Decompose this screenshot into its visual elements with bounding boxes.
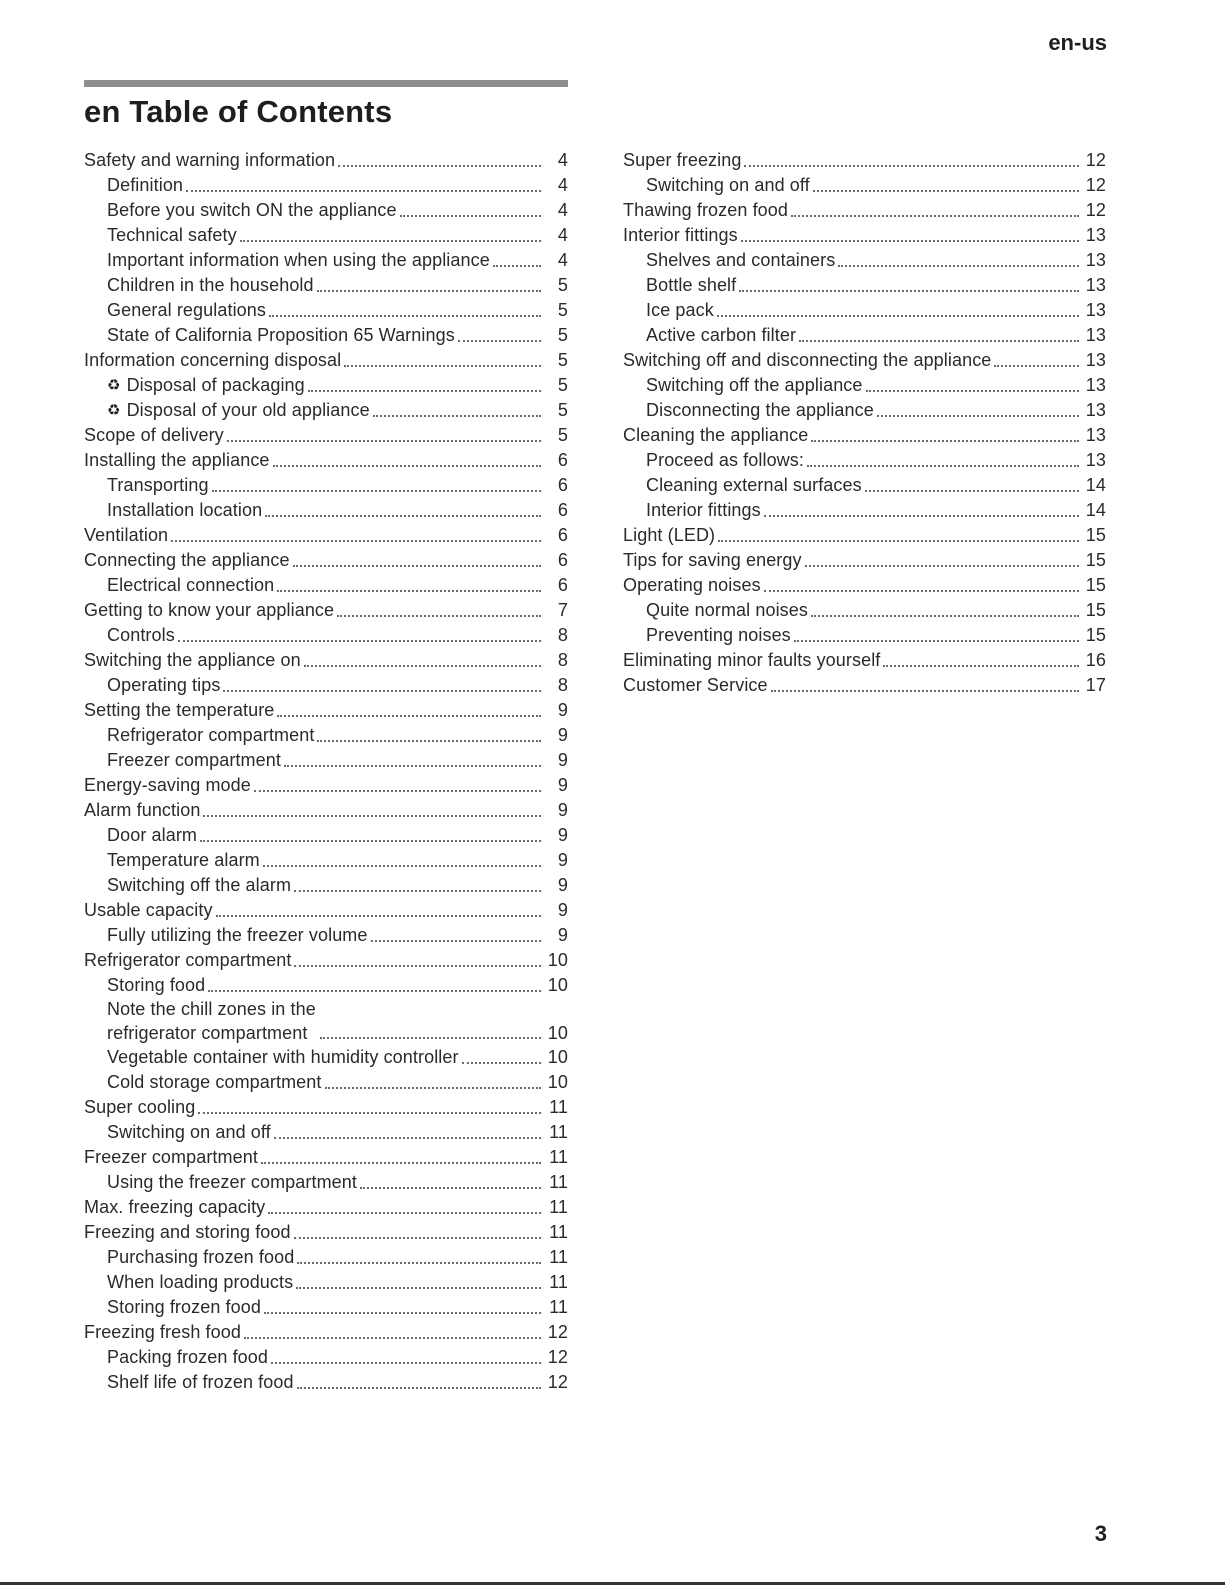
dot-leader: [739, 290, 1079, 292]
toc-label: Door alarm: [107, 825, 198, 845]
toc-subentry[interactable]: [84, 748, 568, 773]
toc-entry[interactable]: [623, 148, 1106, 173]
toc-label: Ventilation: [84, 525, 169, 545]
toc-label: Disposal of your old appliance: [126, 400, 370, 420]
dot-leader: [317, 290, 541, 292]
toc-entry[interactable]: [84, 1095, 568, 1120]
toc-page-number: 12: [1085, 175, 1106, 195]
toc-entry[interactable]: [84, 1220, 568, 1245]
toc-column-right: [623, 148, 1106, 698]
toc-subentry[interactable]: [84, 223, 568, 248]
toc-label: Vegetable container with humidity controller: [107, 1047, 459, 1067]
toc-entry[interactable]: [84, 423, 568, 448]
toc-label: Definition: [107, 175, 184, 195]
toc-label: Connecting the appliance: [84, 550, 290, 570]
toc-label: General regulations: [107, 300, 266, 320]
toc-label: Freezing fresh food: [84, 1322, 241, 1342]
toc-label: Usable capacity: [84, 900, 213, 920]
toc-page-number: 9: [557, 800, 568, 820]
dot-leader: [200, 840, 541, 842]
toc-subentry[interactable]: [84, 873, 568, 898]
toc-page-number: 4: [557, 150, 568, 170]
toc-page-number: 13: [1085, 225, 1106, 245]
toc-label: Packing frozen food: [107, 1347, 268, 1367]
toc-subentry[interactable]: [84, 923, 568, 948]
toc-label: Switching the appliance on: [84, 650, 301, 670]
toc-label: Tips for saving energy: [623, 550, 802, 570]
toc-page-number: 9: [557, 850, 568, 870]
dot-leader: [198, 1112, 541, 1114]
toc-label: Transporting: [107, 475, 209, 495]
toc-entry[interactable]: [623, 348, 1106, 373]
toc-entry[interactable]: [84, 1195, 568, 1220]
toc-label: Cleaning the appliance: [623, 425, 809, 445]
toc-entry[interactable]: [623, 423, 1106, 448]
toc-label: Quite normal noises: [646, 600, 808, 620]
dot-leader: [360, 1187, 541, 1189]
dot-leader: [294, 890, 541, 892]
toc-subentry[interactable]: [623, 398, 1106, 423]
toc-page-number: 6: [557, 550, 568, 570]
toc-subentry[interactable]: [84, 323, 568, 348]
dot-leader: [371, 940, 541, 942]
toc-entry[interactable]: [84, 698, 568, 723]
dot-leader: [811, 615, 1079, 617]
toc-page-number: 6: [557, 575, 568, 595]
toc-label: State of California Proposition 65 Warnings: [107, 325, 455, 345]
toc-page-number: 15: [1085, 550, 1106, 570]
dot-leader: [877, 415, 1079, 417]
toc-entry[interactable]: [623, 648, 1106, 673]
toc-subentry[interactable]: [84, 1045, 568, 1070]
toc-page-number: 9: [557, 900, 568, 920]
toc-subentry[interactable]: [84, 198, 568, 223]
toc-label: When loading products: [107, 1272, 294, 1292]
toc-label: Cold storage compartment: [107, 1072, 322, 1092]
toc-label: Ice pack: [646, 300, 714, 320]
toc-label: Max. freezing capacity: [84, 1197, 266, 1217]
toc-subentry[interactable]: [84, 298, 568, 323]
toc-label: Switching off and disconnecting the appliance: [623, 350, 992, 370]
toc-page-number: 8: [557, 675, 568, 695]
dot-leader: [297, 1262, 541, 1264]
toc-page-number: 13: [1085, 350, 1106, 370]
toc-page-number: 10: [547, 975, 568, 995]
dot-leader: [325, 1087, 542, 1089]
toc-label: Freezing and storing food: [84, 1222, 291, 1242]
toc-subentry[interactable]: [84, 1245, 568, 1270]
toc-page-number: 15: [1085, 600, 1106, 620]
recycle-icon: ♻: [107, 377, 121, 394]
dot-leader: [400, 215, 541, 217]
toc-entry[interactable]: [84, 1320, 568, 1345]
dot-leader: [203, 815, 541, 817]
toc-entry[interactable]: [623, 523, 1106, 548]
toc-label: Installing the appliance: [84, 450, 270, 470]
toc-subentry[interactable]: [623, 623, 1106, 648]
toc-entry[interactable]: [84, 148, 568, 173]
toc-page-number: 9: [557, 925, 568, 945]
dot-leader: [791, 215, 1079, 217]
toc-subentry[interactable]: [84, 248, 568, 273]
dot-leader: [805, 565, 1079, 567]
toc-label: Storing food: [107, 975, 206, 995]
language-code: en-us: [1048, 30, 1107, 55]
toc-page-number: 14: [1085, 500, 1106, 520]
dot-leader: [308, 390, 541, 392]
toc-subentry[interactable]: [84, 973, 568, 998]
toc-page-number: 10: [547, 1072, 568, 1092]
toc-label: Storing frozen food: [107, 1297, 261, 1317]
toc-label: Switching on and off: [107, 1122, 271, 1142]
toc-page-number: 14: [1085, 475, 1106, 495]
toc-page-number: 9: [557, 875, 568, 895]
toc-page-number: 11: [549, 1222, 568, 1242]
dot-leader: [338, 165, 541, 167]
dot-leader: [297, 1387, 541, 1389]
dot-leader: [294, 965, 541, 967]
page-title: en Table of Contents: [84, 94, 393, 129]
toc-page-number: 16: [1085, 650, 1106, 670]
dot-leader: [320, 1037, 541, 1039]
dot-leader: [254, 790, 541, 792]
toc-entry[interactable]: [84, 523, 568, 548]
toc-label: Interior fittings: [646, 500, 761, 520]
dot-leader: [265, 515, 541, 517]
dot-leader: [811, 440, 1079, 442]
dot-leader: [227, 440, 541, 442]
toc-entry[interactable]: [623, 548, 1106, 573]
dot-leader: [264, 1312, 541, 1314]
toc-entry[interactable]: [84, 798, 568, 823]
dot-leader: [263, 865, 541, 867]
toc-page-number: 12: [547, 1322, 568, 1342]
toc-entry[interactable]: [84, 598, 568, 623]
toc-page-number: 11: [549, 1247, 568, 1267]
toc-page-number: 7: [557, 600, 568, 620]
dot-leader: [799, 340, 1079, 342]
toc-page-number: 13: [1085, 325, 1106, 345]
toc-entry[interactable]: [623, 198, 1106, 223]
toc-label: Shelves and containers: [646, 250, 836, 270]
dot-leader: [240, 240, 541, 242]
page-number: 3: [1094, 1521, 1107, 1546]
dot-leader: [284, 765, 541, 767]
toc-entry[interactable]: [84, 348, 568, 373]
toc-page-number: 6: [557, 475, 568, 495]
toc-page-number: 12: [1085, 200, 1106, 220]
recycle-icon: ♻: [107, 402, 121, 419]
dot-leader: [269, 315, 541, 317]
toc-label: Thawing frozen food: [623, 200, 788, 220]
toc-entry[interactable]: [84, 1145, 568, 1170]
toc-label: Light (LED): [623, 525, 716, 545]
toc-label: Refrigerator compartment: [84, 950, 292, 970]
toc-label: Installation location: [107, 500, 263, 520]
toc-label: Fully utilizing the freezer volume: [107, 925, 368, 945]
dot-leader: [317, 740, 541, 742]
toc-subentry[interactable]: [84, 723, 568, 748]
dot-leader: [293, 565, 541, 567]
dot-leader: [866, 390, 1079, 392]
toc-label: Before you switch ON the appliance: [107, 200, 397, 220]
toc-label: Energy-saving mode: [84, 775, 251, 795]
toc-label: Switching off the appliance: [646, 375, 863, 395]
toc-label: Information concerning disposal: [84, 350, 342, 370]
dot-leader: [462, 1062, 541, 1064]
toc-entry[interactable]: [84, 948, 568, 973]
dot-leader: [794, 640, 1079, 642]
toc-page-number: 13: [1085, 275, 1106, 295]
dot-leader: [718, 540, 1079, 542]
dot-leader: [838, 265, 1079, 267]
toc-page-number: 13: [1085, 450, 1106, 470]
toc-subentry[interactable]: [84, 1120, 568, 1145]
toc-label: Disposal of packaging: [126, 375, 305, 395]
toc-label: Eliminating minor faults yourself: [623, 650, 881, 670]
toc-subentry[interactable]: [84, 1295, 568, 1320]
title-rule: [84, 80, 568, 87]
toc-page-number: 9: [557, 750, 568, 770]
dot-leader: [344, 365, 541, 367]
dot-leader: [744, 165, 1079, 167]
toc-label: Proceed as follows:: [646, 450, 804, 470]
toc-page-number: 11: [549, 1297, 568, 1317]
toc-page-number: 4: [557, 250, 568, 270]
dot-leader: [274, 1137, 541, 1139]
toc-label: Technical safety: [107, 225, 237, 245]
toc-page-number: 5: [557, 275, 568, 295]
dot-leader: [337, 615, 541, 617]
dot-leader: [223, 690, 541, 692]
toc-subentry[interactable]: [84, 398, 568, 423]
toc-page-number: 6: [557, 525, 568, 545]
toc-label: Active carbon filter: [646, 325, 797, 345]
toc-entry[interactable]: [84, 898, 568, 923]
toc-label: Getting to know your appliance: [84, 600, 335, 620]
toc-page-number: 9: [557, 825, 568, 845]
toc-subentry[interactable]: [84, 623, 568, 648]
toc-page-number: 12: [547, 1347, 568, 1367]
toc-column-left: [84, 148, 568, 1395]
toc-entry[interactable]: [623, 223, 1106, 248]
dot-leader: [271, 1362, 541, 1364]
toc-page-number: 5: [557, 400, 568, 420]
toc-page-number: 4: [557, 175, 568, 195]
toc-label: Setting the temperature: [84, 700, 275, 720]
toc-subentry[interactable]: [84, 1070, 568, 1095]
toc-page-number: 15: [1085, 625, 1106, 645]
toc-page-number: 13: [1085, 375, 1106, 395]
toc-subentry[interactable]: [84, 673, 568, 698]
toc-subentry[interactable]: [623, 173, 1106, 198]
dot-leader: [458, 340, 541, 342]
toc-page-number: 9: [557, 725, 568, 745]
toc-page-number: 11: [549, 1147, 568, 1167]
toc-subentry[interactable]: [623, 373, 1106, 398]
toc-page-number: 10: [547, 1047, 568, 1067]
toc-subentry[interactable]: [84, 998, 568, 1045]
toc-label: Operating noises: [623, 575, 761, 595]
dot-leader: [244, 1337, 541, 1339]
toc-page-number: 11: [549, 1122, 568, 1142]
toc-page-number: 11: [549, 1197, 568, 1217]
toc-entry[interactable]: [84, 648, 568, 673]
toc-subentry[interactable]: [623, 273, 1106, 298]
toc-subentry[interactable]: [623, 498, 1106, 523]
toc-label: Switching on and off: [646, 175, 810, 195]
toc-label: Electrical connection: [107, 575, 275, 595]
dot-leader: [277, 590, 541, 592]
dot-leader: [771, 690, 1079, 692]
toc-page-number: 6: [557, 500, 568, 520]
toc-label: Refrigerator compartment: [107, 725, 315, 745]
dot-leader: [741, 240, 1079, 242]
toc-subentry[interactable]: [623, 323, 1106, 348]
dot-leader: [865, 490, 1079, 492]
toc-subentry[interactable]: [84, 373, 568, 398]
toc-subentry[interactable]: [84, 1370, 568, 1395]
toc-label: Temperature alarm: [107, 850, 260, 870]
toc-label: Important information when using the appliance: [107, 250, 490, 270]
toc-page-number: 10: [547, 1022, 568, 1043]
dot-leader: [883, 665, 1079, 667]
toc-label: Super cooling: [84, 1097, 196, 1117]
dot-leader: [273, 465, 541, 467]
dot-leader: [764, 515, 1079, 517]
dot-leader: [373, 415, 541, 417]
dot-leader: [171, 540, 541, 542]
toc-subentry[interactable]: [84, 273, 568, 298]
toc-label: Safety and warning information: [84, 150, 336, 170]
toc-subentry[interactable]: [84, 173, 568, 198]
dot-leader: [764, 590, 1079, 592]
toc-label: Operating tips: [107, 675, 221, 695]
toc-page-number: 5: [557, 350, 568, 370]
toc-subentry[interactable]: [623, 473, 1106, 498]
dot-leader: [186, 190, 541, 192]
toc-page-number: 12: [547, 1372, 568, 1392]
toc-subentry[interactable]: [84, 823, 568, 848]
toc-page-number: 13: [1085, 300, 1106, 320]
toc-label: Shelf life of frozen food: [107, 1372, 294, 1392]
toc-page-number: 10: [547, 950, 568, 970]
dot-leader: [717, 315, 1079, 317]
toc-page-number: 6: [557, 450, 568, 470]
dot-leader: [261, 1162, 541, 1164]
dot-leader: [212, 490, 541, 492]
toc-label: Purchasing frozen food: [107, 1247, 295, 1267]
toc-label: Bottle shelf: [646, 275, 737, 295]
toc-subentry[interactable]: [623, 298, 1106, 323]
toc-page-number: 9: [557, 775, 568, 795]
toc-page-number: 12: [1085, 150, 1106, 170]
toc-subentry[interactable]: [84, 1345, 568, 1370]
dot-leader: [277, 715, 541, 717]
toc-subentry[interactable]: [84, 573, 568, 598]
toc-page-number: 11: [549, 1272, 568, 1292]
toc-label: Children in the household: [107, 275, 314, 295]
dot-leader: [216, 915, 541, 917]
toc-label: Interior fittings: [623, 225, 738, 245]
toc-page-number: 4: [557, 225, 568, 245]
toc-label: Note the chill zones in the refrigerator compartment: [107, 999, 316, 1043]
toc-subentry[interactable]: [84, 498, 568, 523]
toc-page-number: 15: [1085, 575, 1106, 595]
dot-leader: [493, 265, 541, 267]
toc-label: Alarm function: [84, 800, 201, 820]
toc-label: Freezer compartment: [84, 1147, 258, 1167]
toc-page-number: 8: [557, 650, 568, 670]
toc-label: Controls: [107, 625, 175, 645]
toc-page-number: 11: [549, 1097, 568, 1117]
toc-page-number: 5: [557, 325, 568, 345]
toc-label: Switching off the alarm: [107, 875, 292, 895]
toc-entry[interactable]: [623, 573, 1106, 598]
toc-label: Disconnecting the appliance: [646, 400, 874, 420]
toc-label: Cleaning external surfaces: [646, 475, 862, 495]
toc-label: Scope of delivery: [84, 425, 224, 445]
toc-page-number: 17: [1085, 675, 1106, 695]
dot-leader: [268, 1212, 541, 1214]
toc-subentry[interactable]: [623, 598, 1106, 623]
toc-page-number: 5: [557, 425, 568, 445]
toc-entry[interactable]: [84, 773, 568, 798]
dot-leader: [813, 190, 1079, 192]
toc-label: Customer Service: [623, 675, 768, 695]
toc-label: Preventing noises: [646, 625, 791, 645]
toc-page-number: 13: [1085, 425, 1106, 445]
dot-leader: [304, 665, 541, 667]
toc-page-number: 5: [557, 375, 568, 395]
toc-page-number: 8: [557, 625, 568, 645]
dot-leader: [994, 365, 1079, 367]
toc-page-number: 13: [1085, 250, 1106, 270]
toc-subentry[interactable]: [84, 1170, 568, 1195]
toc-label: Using the freezer compartment: [107, 1172, 358, 1192]
toc-page-number: 13: [1085, 400, 1106, 420]
toc-page-number: 11: [549, 1172, 568, 1192]
toc-subentry[interactable]: [623, 448, 1106, 473]
toc-label: Super freezing: [623, 150, 742, 170]
dot-leader: [178, 640, 541, 642]
toc-subentry[interactable]: [623, 248, 1106, 273]
toc-entry[interactable]: [84, 448, 568, 473]
dot-leader: [296, 1287, 541, 1289]
dot-leader: [807, 465, 1079, 467]
dot-leader: [208, 990, 541, 992]
toc-page-number: 4: [557, 200, 568, 220]
toc-subentry[interactable]: [84, 1270, 568, 1295]
toc-subentry[interactable]: [84, 473, 568, 498]
toc-entry[interactable]: [623, 673, 1106, 698]
toc-page-number: 5: [557, 300, 568, 320]
toc-label: Freezer compartment: [107, 750, 281, 770]
toc-page-number: 9: [557, 700, 568, 720]
toc-entry[interactable]: [84, 548, 568, 573]
toc-page-number: 15: [1085, 525, 1106, 545]
toc-subentry[interactable]: [84, 848, 568, 873]
dot-leader: [294, 1237, 541, 1239]
